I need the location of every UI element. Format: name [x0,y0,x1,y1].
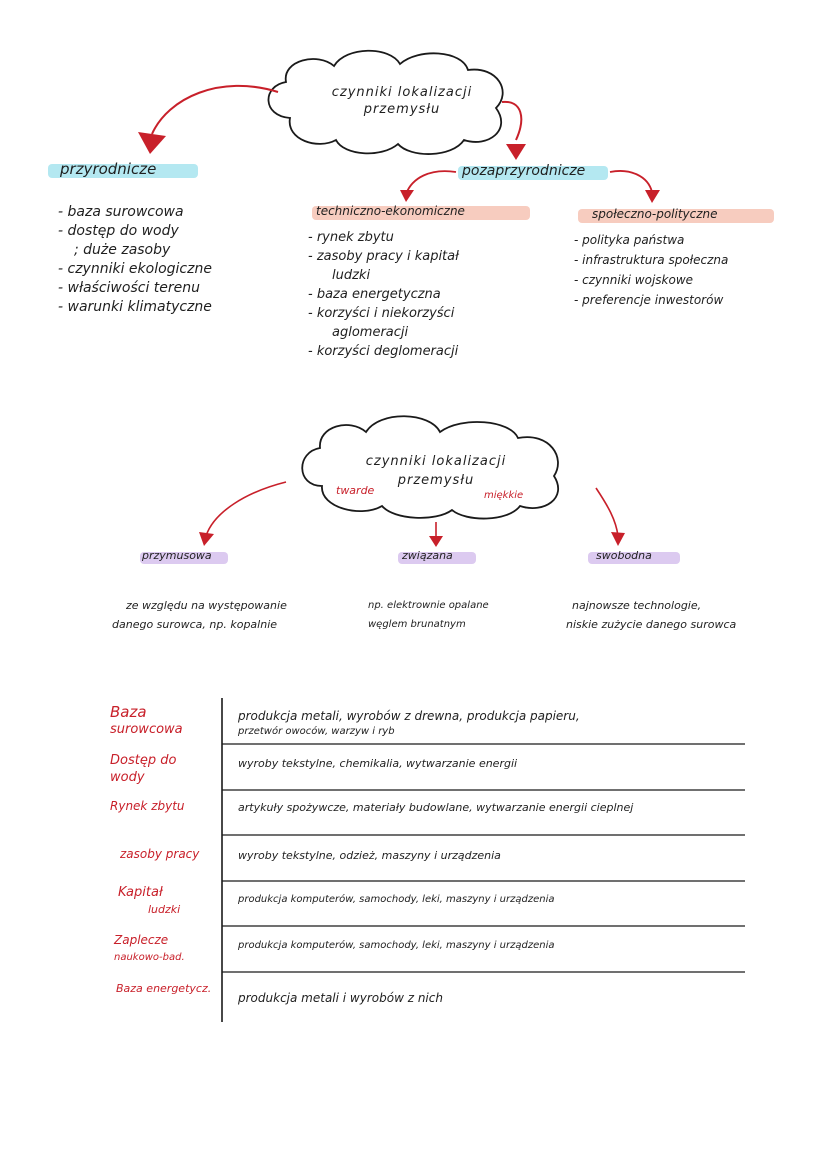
table-value-line: wyroby tekstylne, chemikalia, wytwarzanie energii [238,757,518,770]
top-cloud-title [312,84,492,118]
desc-line: danego surowca, np. kopalnie [112,618,278,631]
table-row [110,704,745,744]
desc-line: niskie zużycie danego surowca [566,618,737,631]
top-cloud-title-line2: przemysłu [363,102,441,117]
desc-swobodna [566,596,736,634]
bottom-cloud-title-line2: przemysłu [397,473,475,488]
table-value [238,708,580,740]
list-techniczno-ekonomiczne [308,228,459,361]
table-value [238,756,517,772]
arrowhead-techniczno [400,190,414,202]
table-value [238,800,633,816]
desc-zwiazana [368,596,489,634]
arrow-to-swobodna [596,488,618,536]
desc-line: węglem brunatnym [368,619,466,630]
label-twarde: twarde [336,484,375,497]
table-value-line: artykuły spożywcze, materiały budowlane, wytwarzanie energii cieplnej [238,801,634,814]
arrow-to-przyrodnicze [152,86,278,134]
arrowhead-spoleczno [645,190,660,203]
table-value [238,848,501,864]
table-key-line: ludzki [148,903,181,916]
list-item: ; duże zasoby [74,242,171,258]
table-value [238,892,554,908]
arrowhead-zwiazana [429,536,443,547]
table-row [110,884,745,924]
list-item: - polityka państwa [574,233,685,247]
arrowhead-pozaprzyrodnicze [506,144,526,160]
table-row [110,980,745,1020]
arrowhead-przyrodnicze [138,132,166,154]
list-item: - czynniki wojskowe [574,273,694,287]
table-key-line: Baza energetycz. [116,982,212,995]
table-key [118,884,223,918]
list-spoleczno-polityczne [574,230,728,310]
list-item: - baza energetyczna [308,287,441,302]
table-key-line: Baza [110,703,147,721]
list-item: - dostęp do wody [58,223,179,239]
list-item: - właściwości terenu [58,280,200,296]
list-item: - preferencje inwestorów [574,293,724,307]
list-item: - rynek zbytu [308,230,394,245]
arrowhead-przymusowa [199,532,214,546]
table-value-line: produkcja metali i wyrobów z nich [238,991,443,1005]
table-value [238,990,443,1006]
table-key-line: Rynek zbytu [110,799,185,813]
top-cloud-title-line1: czynniki lokalizacji [331,85,473,100]
heading-pozaprzyrodnicze: pozaprzyrodnicze [462,163,586,179]
table-key-line: naukowo-bad. [114,952,185,963]
list-item: ludzki [332,268,371,283]
list-item: - baza surowcowa [58,204,184,220]
arrow-to-pozaprzyrodnicze [502,102,521,140]
bottom-cloud-title-line1: czynniki lokalizacji [365,454,507,469]
table-key [110,704,215,738]
table-row [110,798,745,834]
arrowhead-swobodna [611,532,625,546]
table-key [120,846,225,863]
table-value-line: produkcja metali, wyrobów z drewna, produkcja papieru, [238,709,580,723]
table-key [110,752,215,786]
list-item: - infrastruktura społeczna [574,253,729,267]
table-value-line: produkcja komputerów, samochody, leki, maszyny i urządzenia [238,940,555,951]
label-miekkie: miękkie [484,490,524,501]
table-value-line: przetwór owoców, warzyw i ryb [238,726,395,737]
table-value [238,938,554,954]
heading-zwiazana: związana [402,549,453,562]
desc-line: najnowsze technologie, [572,599,702,612]
table-row [110,846,745,880]
list-item: - warunki klimatyczne [58,299,212,315]
table-row [110,932,745,972]
table-key-line: surowcowa [110,722,183,737]
table-key [116,980,221,997]
table-key-line: Dostęp do [110,753,177,768]
desc-line: ze względu na występowanie [126,599,287,612]
heading-przyrodnicze: przyrodnicze [60,160,157,178]
heading-swobodna: swobodna [596,549,652,562]
arrow-to-spoleczno [610,171,652,192]
list-item: - korzyści deglomeracji [308,344,459,359]
table-value-line: produkcja komputerów, samochody, leki, maszyny i urządzenia [238,894,555,905]
table-key [114,932,219,966]
list-item: - zasoby pracy i kapitał [308,249,459,264]
heading-spoleczno-polityczne: społeczno-polityczne [592,207,718,221]
heading-techniczno-ekonomiczne: techniczno-ekonomiczne [316,204,465,218]
table-key-line: wody [110,770,145,785]
table-row [110,752,745,790]
table-key-line: zasoby pracy [120,847,200,861]
table-key [110,798,215,815]
desc-line: np. elektrownie opalane [368,600,489,611]
table-key-line: Kapitał [118,885,163,900]
table-key-line: Zaplecze [114,933,169,947]
list-przyrodnicze [58,203,212,317]
table-value-line: wyroby tekstylne, odzież, maszyny i urządzenia [238,849,501,862]
heading-przymusowa: przymusowa [142,549,212,562]
list-item: - czynniki ekologiczne [58,261,212,277]
arrow-to-przymusowa [206,482,286,536]
list-item: aglomeracji [332,325,409,340]
list-item: - korzyści i niekorzyści [308,306,455,321]
desc-przymusowa [112,596,287,634]
